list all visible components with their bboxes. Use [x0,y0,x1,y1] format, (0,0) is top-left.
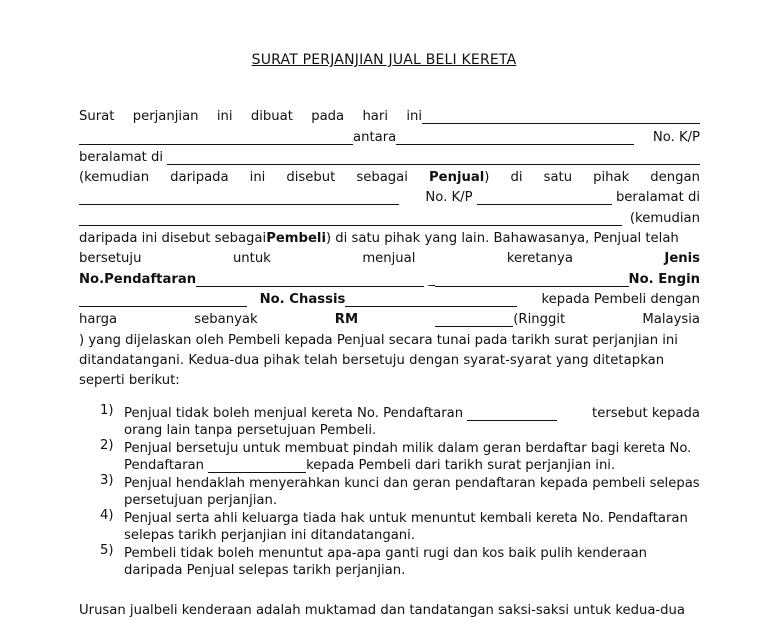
word: menjual [362,251,416,267]
para-line-14 [79,368,700,388]
closing-paragraph [79,598,700,618]
word: sebagai [356,170,408,186]
item-line [124,526,700,544]
term-penjual: Penjual [428,170,485,186]
text: ) yang dijelaskan oleh Pembeli kepada Penjual secara tunai pada tarikh surat perjanjian ini [79,332,678,348]
word: dengan [650,170,700,186]
item-line [124,508,700,526]
agreement-paragraph [79,104,700,388]
chassis-blank [345,293,517,307]
text: kepada Pembeli dengan [541,291,700,307]
word: hari [362,109,388,125]
list-number: 2) [100,438,114,453]
registration-blank [196,273,424,287]
label-jenis: Jenis [664,251,701,267]
text: Penjual serta ahli keluarga tiada hak untuk menuntut kembali kereta No. Pendaftaran [124,510,688,526]
term-pembeli: Pembeli [266,231,326,247]
word: (kemudian [79,170,150,186]
document-title: SURAT PERJANJIAN JUAL BELI KERETA [251,52,517,68]
text: Penjual tidak boleh menjual kereta No. Pendaftaran [124,405,464,421]
engine-blank [79,293,247,307]
buyer-name-blank [79,191,399,205]
word: perjanjian [132,109,199,125]
text: daripada Penjual selepas tarikh perjanjian. [124,563,406,578]
registration-blank [467,407,557,421]
word: harga [79,312,118,328]
text: orang lain tanpa persetujuan Pembeli. [124,423,377,438]
text: Penjual hendaklah menyerahkan kunci dan geran pendaftaran kepada pembeli selepas [124,475,700,491]
word: disebut [286,170,336,186]
text: tersebut kepada [592,405,700,421]
para-line-1 [79,104,700,124]
para-line-2 [79,124,700,144]
list-number: 4) [100,508,114,523]
list-item [100,508,700,543]
text: daripada ini disebut sebagai [79,231,267,247]
word: sebanyak [194,312,258,328]
label-no-kp: No. K/P [652,129,700,145]
word: pihak [593,170,630,186]
word: di [510,170,523,186]
item-line [124,403,700,421]
item-line [124,491,700,509]
buyer-kp-blank [477,191,612,205]
para-line-10 [79,287,700,307]
label-no-engin: No. Engin [628,271,700,287]
word: keretanya [506,251,573,267]
para-line-11 [79,307,700,327]
para-line-4 [79,165,700,185]
word: daripada [170,170,229,186]
list-item [100,403,700,438]
word: ini [216,109,233,125]
word: (kemudian [629,210,700,226]
buyer-address-blank [79,212,622,226]
terms-list [100,403,700,578]
text: ditandatangani. Kedua-dua pihak telah bersetuju dengan syarat-syarat yang ditetapkan [79,352,665,368]
word: ) [484,170,490,186]
text: seperti berikut: [79,373,180,389]
word: pada [311,109,345,125]
para-line-7 [79,226,700,246]
para-line-8 [79,246,700,266]
item-line [124,438,700,456]
text: kepada Pembeli dari tarikh surat perjanjian ini. [306,458,616,473]
underscore: _ [428,271,435,287]
para-line-5 [79,185,700,205]
label-no-kp: No. K/P [425,190,473,206]
label-rm: RM [334,312,359,328]
list-item [100,438,700,473]
label-beralamat: beralamat di [79,149,164,165]
word-antara: antara [353,129,397,145]
text: Urusan jualbeli kenderaan adalah muktamad dan tandatangan saksi-saksi untuk kedua-dua [79,603,685,619]
price-blank [435,313,513,327]
list-number: 3) [100,473,114,488]
word: bersetuju [79,251,142,267]
para-line-9 [79,266,700,286]
seller-name-blank-2 [396,131,634,145]
list-item [100,473,700,508]
type-blank [435,273,629,287]
date-blank [422,110,700,124]
list-item [100,543,700,578]
text: Pembeli tidak boleh menuntut apa-apa ganti rugi dan kos baik pulih kenderaan [124,545,648,561]
item-line [124,543,700,561]
word: ini [406,109,422,125]
seller-address-blank [167,151,700,165]
list-number: 5) [100,543,114,558]
text: ) di satu pihak yang lain. Bahawasanya, Penjual telah [325,231,679,247]
para-line-6 [79,205,700,225]
item-line [124,473,700,491]
registration-blank [208,459,306,473]
word: ini [249,170,266,186]
seller-name-blank [79,131,353,145]
para-line-3 [79,145,700,165]
item-line [124,456,700,474]
para-line-12 [79,327,700,347]
item-line [124,421,700,439]
word: Surat [79,109,115,125]
text: Pendaftaran [124,458,204,473]
word: satu [543,170,573,186]
para-line-13 [79,348,700,368]
word: dibuat [250,109,293,125]
label-no-chassis: No. Chassis [259,291,346,307]
word: untuk [232,251,271,267]
text: persetujuan perjanjian. [124,493,278,508]
label-no-pendaftaran: No.Pendaftaran [79,271,197,287]
list-number: 1) [100,403,114,418]
text: Penjual bersetuju untuk membuat pindah milik dalam geran berdaftar bagi kereta No. [124,440,692,456]
word: Malaysia [642,312,700,328]
closing-line [79,598,700,618]
word: (Ringgit [513,312,566,328]
text: selepas tarikh perjanjian ini ditandatangani. [124,528,416,543]
item-line [124,561,700,579]
label-beralamat: beralamat di [615,190,700,206]
